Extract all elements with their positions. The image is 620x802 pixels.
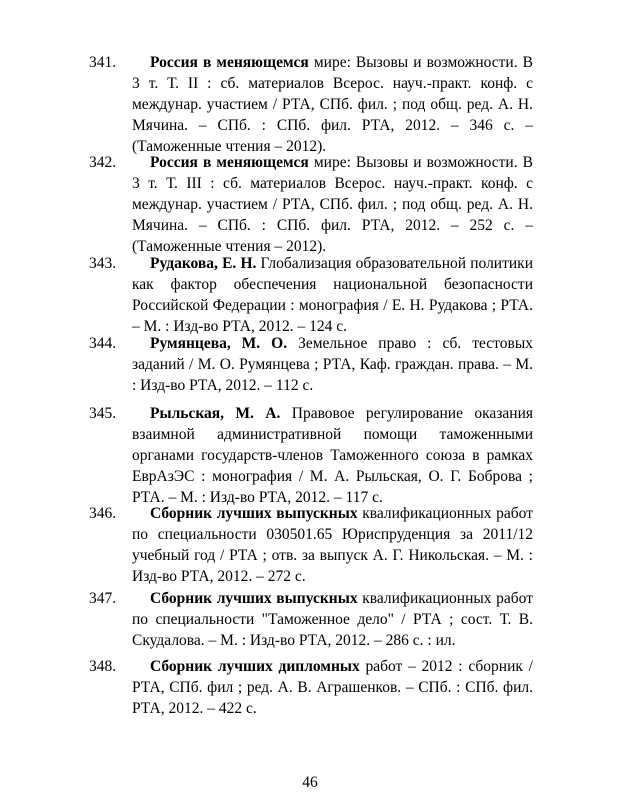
- entry-text: [132, 403, 533, 508]
- entry-number: 341.: [89, 54, 117, 71]
- entry-title: Рудакова, Е. Н.: [150, 255, 257, 272]
- entry-number: 343.: [89, 255, 117, 272]
- entry-title: Сборник лучших выпускных: [150, 505, 358, 522]
- entry-description: работ – 2012 : сборник / РТА, СПб. фил ; ред. А. В. Аграшенков. – СПб. : СПб. фил. РТА, 2012. – 422 с.: [132, 658, 533, 717]
- page-number: 46: [302, 774, 318, 791]
- entry-number: 346.: [89, 505, 117, 522]
- entry-text: [132, 253, 533, 337]
- entry-text: [132, 503, 533, 587]
- entry-text: [132, 588, 533, 651]
- entry-description: Земельное право : сб. тестовых заданий / М. О. Румянцева ; РТА, Каф. граждан. права. – М. : Изд-во РТА, 2012. – 112 с.: [132, 335, 533, 394]
- entry-description: квалификационных работ по специальности "Таможенное дело" / РТА ; сост. Т. В. Скудалова. – М. : Изд-во РТА, 2012. – 286 с. : ил.: [132, 590, 533, 649]
- entry-title: Сборник лучших дипломных: [150, 658, 360, 675]
- entry-number: 348.: [89, 658, 117, 675]
- entry-number: 344.: [89, 335, 117, 352]
- entry-description: Правовое регулирование оказания взаимной административной помощи таможенными органами государств-членов Таможенного союза в рамках ЕврАзЭС : монография / М. А. Рыльская, О. Г. Боброва ; РТА. – М. : Изд-во РТА, 2012. – 117 с.: [132, 405, 534, 506]
- entry-title: Рыльская, М. А.: [150, 405, 281, 422]
- entry-title: Россия в меняющемся: [150, 154, 309, 171]
- entry-title: Сборник лучших выпускных: [150, 590, 358, 607]
- entry-description: Глобализация образовательной политики как фактор обеспечения национальной безопасности Российской Федерации : монография / Е. Н. Рудакова ; РТА. – М. : Изд-во РТА, 2012. – 124 с.: [132, 255, 533, 335]
- entry-number: 342.: [89, 154, 117, 171]
- entry-text: [132, 152, 533, 257]
- entry-description: мире: Вызовы и возможности. В 3 т. Т. II : сб. материалов Всерос. науч.-практ. конф. с междунар. участием / РТА, СПб. фил. ; под общ. ред. А. Н. Мячина. – СПб. : СПб. фил. РТА, 2012. – 346 с. – (Таможенные чтения – 2012).: [132, 54, 533, 155]
- entry-number: 347.: [89, 590, 117, 607]
- entry-text: [132, 52, 533, 157]
- entry-text: [132, 656, 533, 719]
- entry-title: Россия в меняющемся: [150, 54, 309, 71]
- entry-title: Румянцева, М. О.: [150, 335, 288, 352]
- entry-text: [132, 333, 533, 396]
- entry-description: квалификационных работ по специальности 030501.65 Юриспруденция за 2011/12 учебный год / РТА ; отв. за выпуск А. Г. Никольская. – М. : Изд-во РТА, 2012. – 272 с.: [132, 505, 533, 585]
- entry-number: 345.: [89, 405, 117, 422]
- entry-description: мире: Вызовы и возможности. В 3 т. Т. III : сб. материалов Всерос. науч.-практ. конф. с междунар. участием / РТА, СПб. фил. ; под общ. ред. А. Н. Мячина. – СПб. : СПб. фил. РТА, 2012. – 252 с. – (Таможенные чтения – 2012).: [132, 154, 533, 255]
